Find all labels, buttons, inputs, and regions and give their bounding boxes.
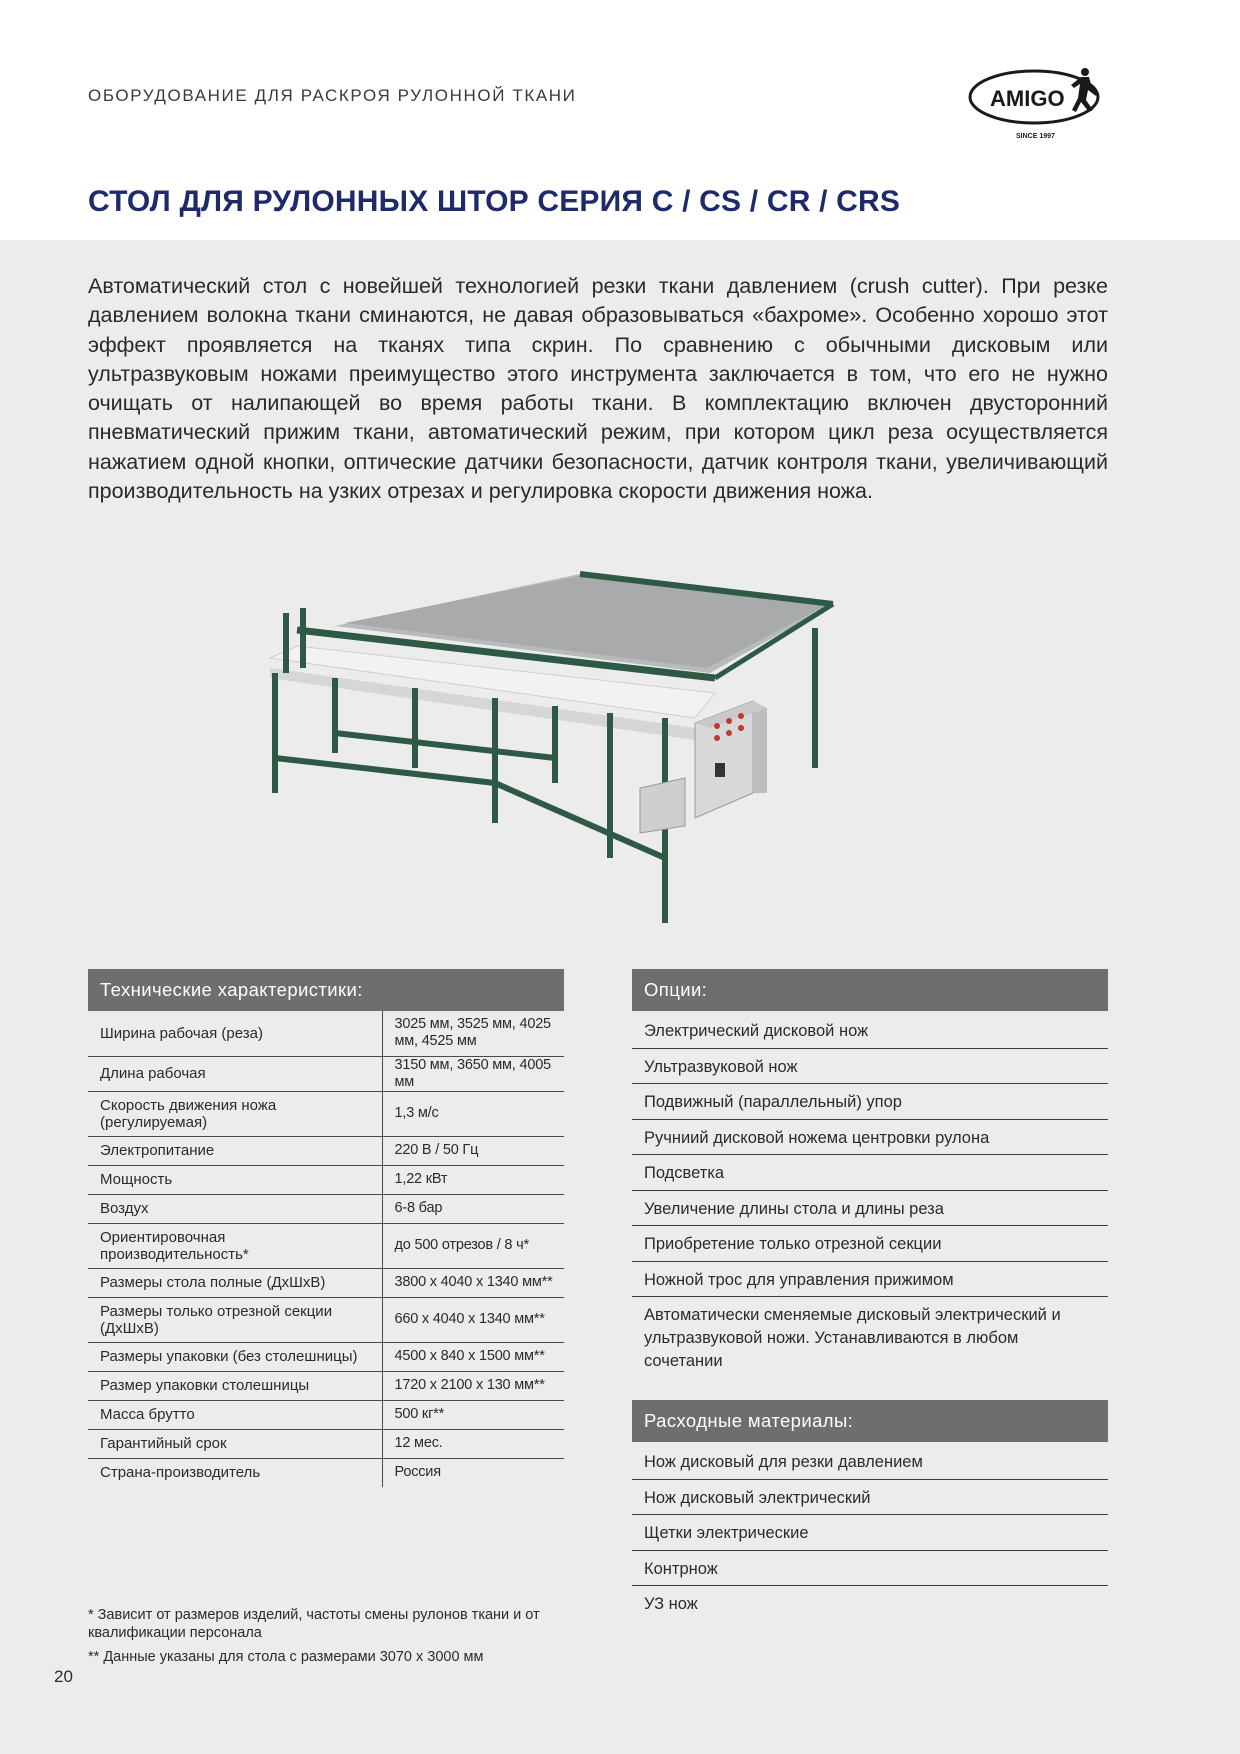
spec-value: 220 В / 50 Гц	[382, 1136, 564, 1165]
spec-value: 4500 х 840 х 1500 мм**	[382, 1342, 564, 1371]
consumables-item: Нож дисковый для резки давлением	[632, 1444, 1108, 1480]
consumables-heading: Расходные материалы:	[632, 1400, 1108, 1442]
spec-value: 660 х 4040 х 1340 мм**	[382, 1297, 564, 1342]
consumables-item: Контрнож	[632, 1551, 1108, 1587]
spec-row	[88, 1223, 564, 1268]
options-list	[632, 1013, 1108, 1373]
spec-value: 6-8 бар	[382, 1194, 564, 1223]
spec-label: Размеры только отрезной секции (ДхШхВ)	[88, 1297, 382, 1342]
spec-label: Ширина рабочая (реза)	[88, 1011, 382, 1056]
spec-value: 3025 мм, 3525 мм, 4025 мм, 4525 мм	[382, 1011, 564, 1056]
spec-label: Размеры стола полные (ДхШхВ)	[88, 1268, 382, 1297]
options-item: Ручниий дисковой ножема центровки рулона	[632, 1120, 1108, 1156]
spec-label: Скорость движения ножа (регулируемая)	[88, 1091, 382, 1136]
spec-row	[88, 1011, 564, 1056]
options-item: Ультразвуковой нож	[632, 1049, 1108, 1085]
spec-label: Длина рабочая	[88, 1056, 382, 1091]
options-heading: Опции:	[632, 969, 1108, 1011]
options-item: Подвижный (параллельный) упор	[632, 1084, 1108, 1120]
footnotes	[88, 1606, 588, 1666]
options-item: Подсветка	[632, 1155, 1108, 1191]
spec-label: Размер упаковки столешницы	[88, 1371, 382, 1400]
spec-label: Размеры упаковки (без столешницы)	[88, 1342, 382, 1371]
spec-label: Ориентировочная производительность*	[88, 1223, 382, 1268]
specs-heading: Технические характеристики:	[88, 969, 564, 1011]
footnote-2: ** Данные указаны для стола с размерами 3070 х 3000 мм	[88, 1649, 484, 1665]
spec-row	[88, 1400, 564, 1429]
spec-row	[88, 1165, 564, 1194]
logo-since: SINCE 1997	[1016, 133, 1055, 140]
spec-value: Россия	[382, 1458, 564, 1487]
footnote-1: * Зависит от размеров изделий, частоты смены рулонов ткани и от квалификации персонала	[88, 1607, 540, 1641]
spec-value: 12 мес.	[382, 1429, 564, 1458]
spec-value: 1720 х 2100 х 130 мм**	[382, 1371, 564, 1400]
spec-row	[88, 1194, 564, 1223]
spec-label: Мощность	[88, 1165, 382, 1194]
page-number: 20	[54, 1667, 73, 1686]
spec-row	[88, 1297, 564, 1342]
consumables-item: Щетки электрические	[632, 1515, 1108, 1551]
spec-label: Гарантийный срок	[88, 1429, 382, 1458]
spec-value: 1,3 м/с	[382, 1091, 564, 1136]
consumables-item: Нож дисковый электрический	[632, 1480, 1108, 1516]
cutting-table-photo	[255, 568, 945, 940]
specs-table	[88, 1011, 564, 1487]
category-label: ОБОРУДОВАНИЕ ДЛЯ РАСКРОЯ РУЛОННОЙ ТКАНИ	[88, 86, 577, 105]
spec-row	[88, 1091, 564, 1136]
spec-row	[88, 1429, 564, 1458]
spec-label: Масса брутто	[88, 1400, 382, 1429]
spec-value: 500 кг**	[382, 1400, 564, 1429]
spec-value: 3800 х 4040 х 1340 мм**	[382, 1268, 564, 1297]
spec-row	[88, 1342, 564, 1371]
spec-label: Воздух	[88, 1194, 382, 1223]
spec-value: 3150 мм, 3650 мм, 4005 мм	[382, 1056, 564, 1091]
options-item: Автоматически сменяемые дисковый электрический и ультразвуковой ножи. Устанавливаются в любом сочетании	[644, 1306, 1061, 1370]
logo-text: AMIGO	[990, 86, 1065, 111]
spec-value: 1,22 кВт	[382, 1165, 564, 1194]
options-item: Ножной трос для управления прижимом	[632, 1262, 1108, 1298]
spec-label: Электропитание	[88, 1136, 382, 1165]
spec-row	[88, 1268, 564, 1297]
spec-label: Страна-производитель	[100, 1464, 261, 1482]
spec-row	[88, 1371, 564, 1400]
options-item: Электрический дисковой нож	[632, 1013, 1108, 1049]
intro-paragraph: Автоматический стол с новейшей технологией резки ткани давлением (crush cutter). При резке давлением волокна ткани сминаются, не давая образовываться «бахроме». Особенно хорошо этот эффект проявляется на тканях типа скрин. По сравнению с обычными дисковым или ультразвуковым ножами преимущество этого инструмента заключается в том, что его не нужно очищать от налипающей во время работы ткани. В комплектацию включен двусторонний пневматический прижим ткани, автоматический режим, при котором цикл реза осуществляется нажатием одной кнопки, оптические датчики безопасности, датчик контроля ткани, увеличивающий производительность на узких отрезах и регулировка скорости движения ножа.	[88, 274, 1108, 504]
amigo-logo	[968, 60, 1108, 142]
consumables-item: УЗ нож	[644, 1595, 698, 1613]
spec-row	[88, 1056, 564, 1091]
options-item: Приобретение только отрезной секции	[632, 1226, 1108, 1262]
consumables-list	[632, 1444, 1108, 1622]
options-item: Увеличение длины стола и длины реза	[632, 1191, 1108, 1227]
page-title: СТОЛ ДЛЯ РУЛОННЫХ ШТОР СЕРИЯ C / CS / CR / CRS	[88, 185, 901, 218]
spec-row	[88, 1136, 564, 1165]
spec-value: до 500 отрезов / 8 ч*	[382, 1223, 564, 1268]
spec-row	[88, 1458, 564, 1487]
